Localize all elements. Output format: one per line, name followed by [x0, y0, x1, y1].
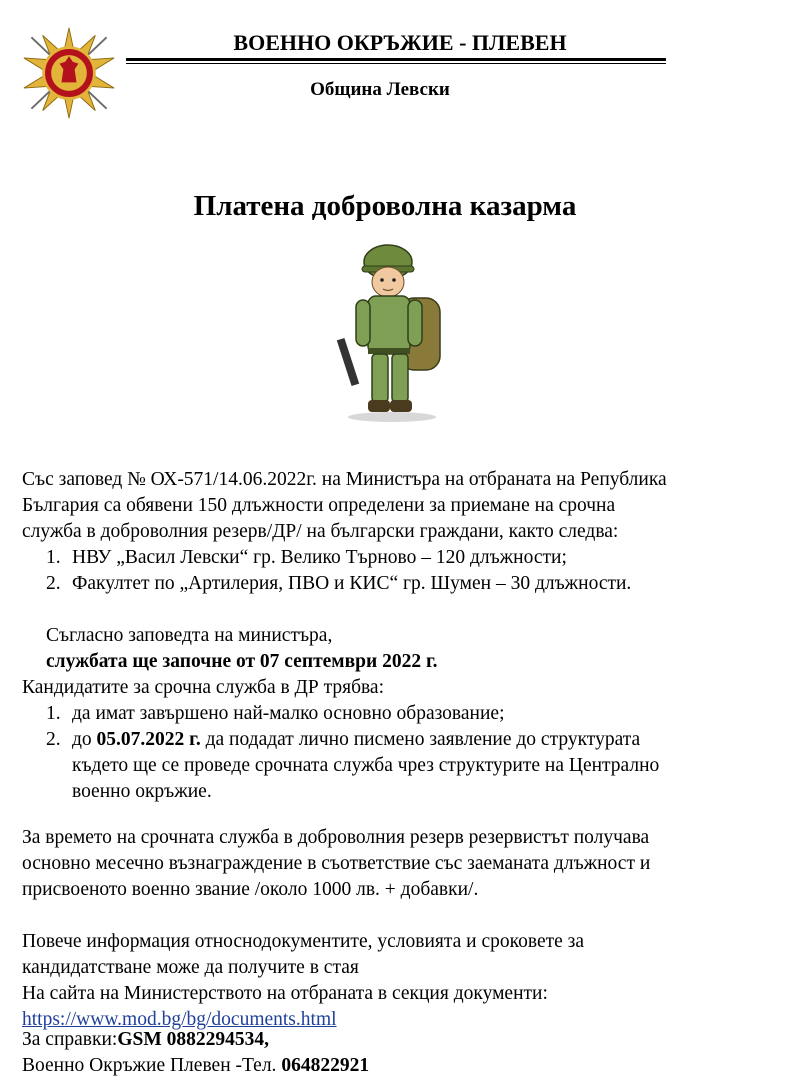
header-rule-thin — [126, 63, 666, 64]
position-item: Факултет по „Артилерия, ПВО и КИС“ гр. Шумен – 30 длъжности. — [72, 573, 632, 594]
intro-line: Със заповед № ОХ-571/14.06.2022г. на Министъра на отбраната на Република — [22, 469, 667, 490]
start-date-line: службата ще започне от 07 септември 2022 г. — [46, 651, 438, 672]
info-line: На сайта на Министерството на отбраната в секция документи: — [22, 983, 548, 1004]
requirement-item — [72, 728, 640, 752]
position-number: 1. — [46, 547, 61, 568]
military-district-emblem-icon — [22, 26, 116, 120]
requirement-continuation: където ще се проведе срочната служба чрез структурите на Централно — [72, 755, 660, 776]
intro-line: България са обявени 150 длъжности определени за приемане на срочна — [22, 495, 616, 516]
intro-line: служба в доброволния резерв/ДР/ на български граждани, както следва: — [22, 521, 619, 542]
requirements-intro: Кандидатите за срочна служба в ДР трябва: — [22, 677, 385, 698]
order-line: Съгласно заповедта на министъра, — [46, 625, 333, 646]
contact-gsm: GSM 0882294534, — [117, 1029, 270, 1050]
document-title: Платена доброволна казарма — [193, 190, 577, 222]
soldier-illustration-icon — [330, 240, 452, 425]
requirement-item: да имат завършено най-малко основно образование; — [72, 703, 505, 724]
position-number: 2. — [46, 573, 61, 594]
salary-line: присвоеното военно звание /около 1000 лв. + добавки/. — [22, 879, 479, 900]
requirement-prefix: до — [72, 729, 97, 750]
deadline-date: 05.07.2022 г. — [96, 729, 201, 750]
salary-line: За времето на срочната служба в доброволния резерв резервистът получава — [22, 827, 650, 848]
header-title: ВОЕННО ОКРЪЖИЕ - ПЛЕВЕН — [233, 30, 567, 55]
requirement-number: 2. — [46, 729, 61, 750]
salary-line: основно месечно възнаграждение в съответствие със заеманата длъжност и — [22, 853, 651, 874]
requirement-continuation: военно окръжие. — [72, 781, 212, 802]
position-item: НВУ „Васил Левски“ гр. Велико Търново – 120 длъжности; — [72, 547, 567, 568]
contact-line — [22, 1028, 269, 1052]
contact-label: За справки: — [22, 1029, 118, 1050]
info-line: кандидатстване може да получите в стая — [22, 957, 359, 978]
header-subtitle: Община Левски — [310, 79, 450, 100]
office-label: Военно Окръжие Плевен -Тел. — [22, 1055, 282, 1076]
office-phone: 064822921 — [281, 1055, 370, 1076]
requirement-rest: да подадат лично писмено заявление до структурата — [200, 729, 641, 750]
documents-link[interactable]: https://www.mod.bg/bg/documents.html — [22, 1009, 337, 1030]
office-contact-line — [22, 1054, 369, 1078]
info-line: Повече информация относнодокументите, условията и сроковете за — [22, 931, 585, 952]
header-rule-thick — [126, 58, 666, 61]
requirement-number: 1. — [46, 703, 61, 724]
